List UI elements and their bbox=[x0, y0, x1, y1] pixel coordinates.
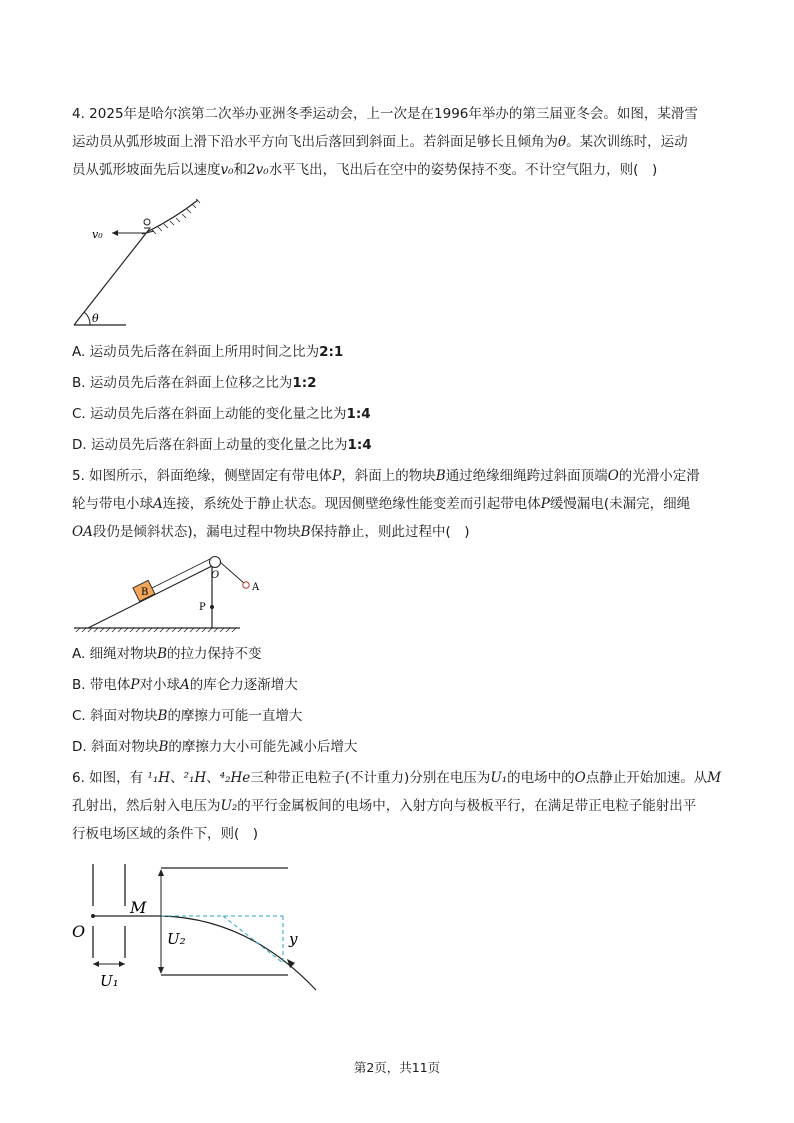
q6-fig-u1-label: U₁ bbox=[100, 972, 119, 990]
q5-line1: 5. 如图所示，斜面绝缘，侧壁固定有带电体P，斜面上的物块B通过绝缘细绳跨过斜面顶端O的光滑小定滑 bbox=[72, 468, 700, 484]
q4-line2: 运动员从弧形坡面上滑下沿水平方向飞出后落回到斜面上。若斜面足够长且倾角为θ。某次训练时，运动 bbox=[72, 134, 688, 150]
q4-line1: 4. 2025年是哈尔滨第二次举办亚洲冬季运动会，上一次是在1996年举办的第三届亚冬会。如图，某滑雪 bbox=[72, 106, 698, 122]
q5-option-d: D. 斜面对物块B的摩擦力大小可能先减小后增大 bbox=[72, 739, 358, 755]
q4-ski-slope-figure bbox=[70, 188, 210, 330]
question-4-text bbox=[72, 100, 722, 184]
q4-fig-theta-label: θ bbox=[92, 312, 99, 325]
question-5-text bbox=[72, 462, 722, 546]
q4-option-a: A. 运动员先后落在斜面上所用时间之比为2:1 bbox=[72, 344, 344, 360]
q5-fig-o-label: O bbox=[211, 570, 220, 581]
q5-line2: 轮与带电小球A连接，系统处于静止状态。现因侧壁绝缘性能变差而引起带电体P缓慢漏电(未漏完，细绳 bbox=[72, 496, 691, 512]
q6-accelerator-figure bbox=[68, 858, 323, 998]
q6-line2: 孔射出，然后射入电压为U₂的平行金属板间的电场中，入射方向与极板平行，在满足带正电粒子能射出平 bbox=[72, 798, 697, 814]
q5-fig-a-label: A bbox=[252, 582, 260, 593]
q4-option-c: C. 运动员先后落在斜面上动能的变化量之比为1:4 bbox=[72, 406, 371, 422]
q5-pulley bbox=[210, 557, 221, 568]
q4-option-b: B. 运动员先后落在斜面上位移之比为1:2 bbox=[72, 375, 317, 391]
q6-fig-y-label: y bbox=[289, 930, 298, 948]
q6-fig-o-label: O bbox=[72, 922, 86, 941]
q5-option-c: C. 斜面对物块B的摩擦力可能一直增大 bbox=[72, 708, 303, 724]
q4-fig-v0-label: v₀ bbox=[92, 228, 103, 241]
q5-line3: OA段仍是倾斜状态)，漏电过程中物块B保持静止，则此过程中( ) bbox=[72, 524, 470, 540]
q6-line3: 行板电场区域的条件下，则( ) bbox=[72, 826, 259, 842]
q5-ball-a bbox=[243, 582, 249, 588]
q5-fig-b-label: B bbox=[141, 587, 149, 598]
q5-option-b: B. 带电体P对小球A的库仑力逐渐增大 bbox=[72, 677, 298, 693]
q6-line1: 6. 如图，有 ¹₁H、²₁H、⁴₂He三种带正电粒子(不计重力)分别在电压为U₁的电场中的O点静止开始加速。从M bbox=[72, 770, 722, 786]
q5-option-a: A. 细绳对物块B的拉力保持不变 bbox=[72, 646, 262, 662]
q6-fig-m-label: M bbox=[130, 898, 147, 917]
q5-fig-p-label: P bbox=[199, 602, 206, 613]
q4-option-d: D. 运动员先后落在斜面上动量的变化量之比为1:4 bbox=[72, 437, 372, 453]
q5-incline-figure bbox=[70, 552, 260, 634]
q4-line3: 员从弧形坡面先后以速度v₀和2v₀水平飞出，飞出后在空中的姿势保持不变。不计空气阻力，则( ) bbox=[72, 162, 658, 178]
q5-charge-p bbox=[210, 605, 214, 609]
page-footer: 第2页，共11页 bbox=[353, 1060, 441, 1075]
q6-fig-u2-label: U₂ bbox=[167, 930, 186, 948]
question-6-text bbox=[72, 764, 722, 848]
